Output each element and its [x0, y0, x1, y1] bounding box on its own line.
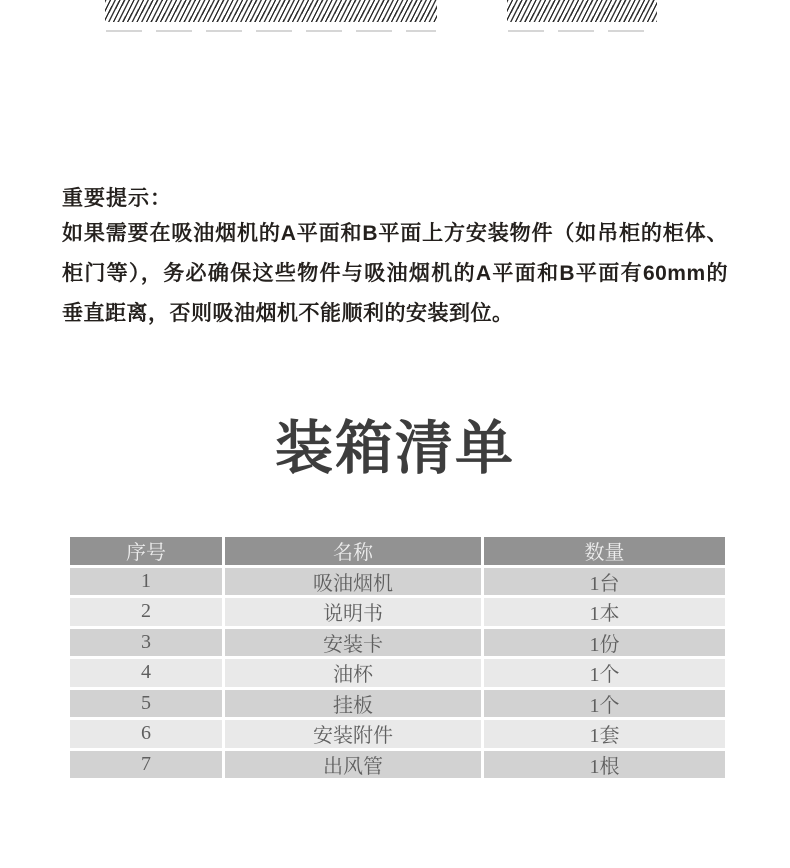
packing-list-title: 装箱清单: [274, 416, 515, 481]
notice-line-1: 如果需要在吸油烟机的A平面和B平面上方安装物件（如吊柜的柜体、: [62, 222, 728, 245]
scan-artifact-line-left: [106, 30, 436, 32]
row-6-name: 安装附件: [225, 720, 481, 748]
row-4-name: 油杯: [225, 659, 481, 687]
notice-heading: 重要提示：: [62, 187, 172, 210]
row-3-name: 安装卡: [225, 629, 481, 657]
row-2-qty: 1本: [484, 598, 725, 626]
important-notice-section: [62, 184, 728, 334]
col-header-no: 序号: [70, 537, 222, 565]
row-1-qty: 1台: [484, 568, 725, 596]
row-2-no: 2: [70, 598, 222, 626]
packing-table: [70, 537, 725, 778]
row-6-qty: 1套: [484, 720, 725, 748]
hatch-bar-left: [105, 0, 437, 22]
row-3-qty: 1份: [484, 629, 725, 657]
row-1-no: 1: [70, 568, 222, 596]
row-5-qty: 1个: [484, 690, 725, 718]
col-header-name: 名称: [225, 537, 481, 565]
row-7-no: 7: [70, 751, 222, 779]
row-4-no: 4: [70, 659, 222, 687]
notice-line-3: 垂直距离，否则吸油烟机不能顺利的安装到位。: [62, 302, 514, 325]
row-5-no: 5: [70, 690, 222, 718]
row-1-name: 吸油烟机: [225, 568, 481, 596]
row-7-qty: 1根: [484, 751, 725, 779]
row-2-name: 说明书: [225, 598, 481, 626]
row-7-name: 出风管: [225, 751, 481, 779]
row-6-no: 6: [70, 720, 222, 748]
scan-artifact-line-right: [508, 30, 654, 32]
notice-line-2: 柜门等），务必确保这些物件与吸油烟机的A平面和B平面有60mm的: [62, 262, 728, 285]
row-5-name: 挂板: [225, 690, 481, 718]
row-3-no: 3: [70, 629, 222, 657]
col-header-qty: 数量: [484, 537, 725, 565]
row-4-qty: 1个: [484, 659, 725, 687]
hatch-bar-right: [507, 0, 657, 22]
